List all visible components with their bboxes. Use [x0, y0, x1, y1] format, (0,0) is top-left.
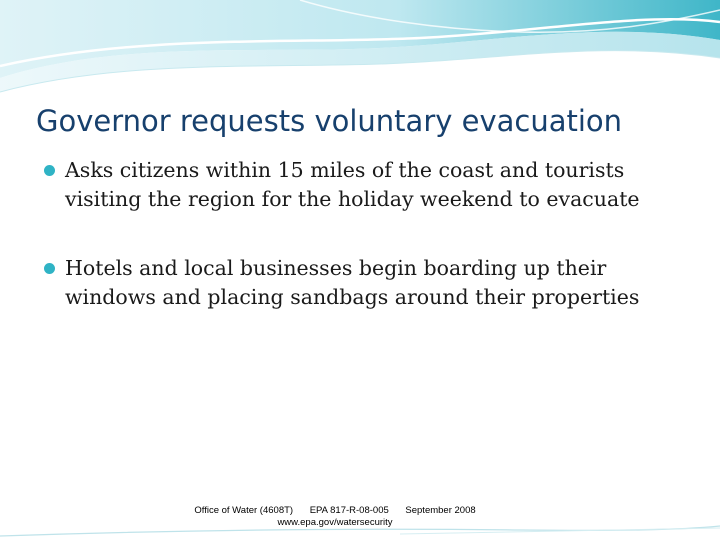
top-wave-decoration — [0, 0, 720, 110]
slide-title: Governor requests voluntary evacuation — [36, 104, 623, 138]
bullet-dot-icon — [44, 263, 55, 274]
footer-date: September 2008 — [405, 505, 476, 516]
footer-epa-number: EPA 817-R-08-005 — [309, 505, 389, 516]
footer-url: www.epa.gov/watersecurity — [277, 517, 393, 528]
bullet-item — [44, 156, 684, 214]
footer-office: Office of Water (4608T) — [194, 505, 294, 516]
bullet-item — [44, 254, 684, 312]
bottom-wave-decoration — [0, 500, 720, 540]
bullet-list — [44, 156, 684, 352]
bullet-dot-icon — [44, 165, 55, 176]
bullet-text: Asks citizens within 15 miles of the coast and tourists visiting the region for the holiday weekend to evacuate — [65, 158, 640, 211]
bullet-text: Hotels and local businesses begin boarding up their windows and placing sandbags around their properties — [65, 256, 640, 309]
